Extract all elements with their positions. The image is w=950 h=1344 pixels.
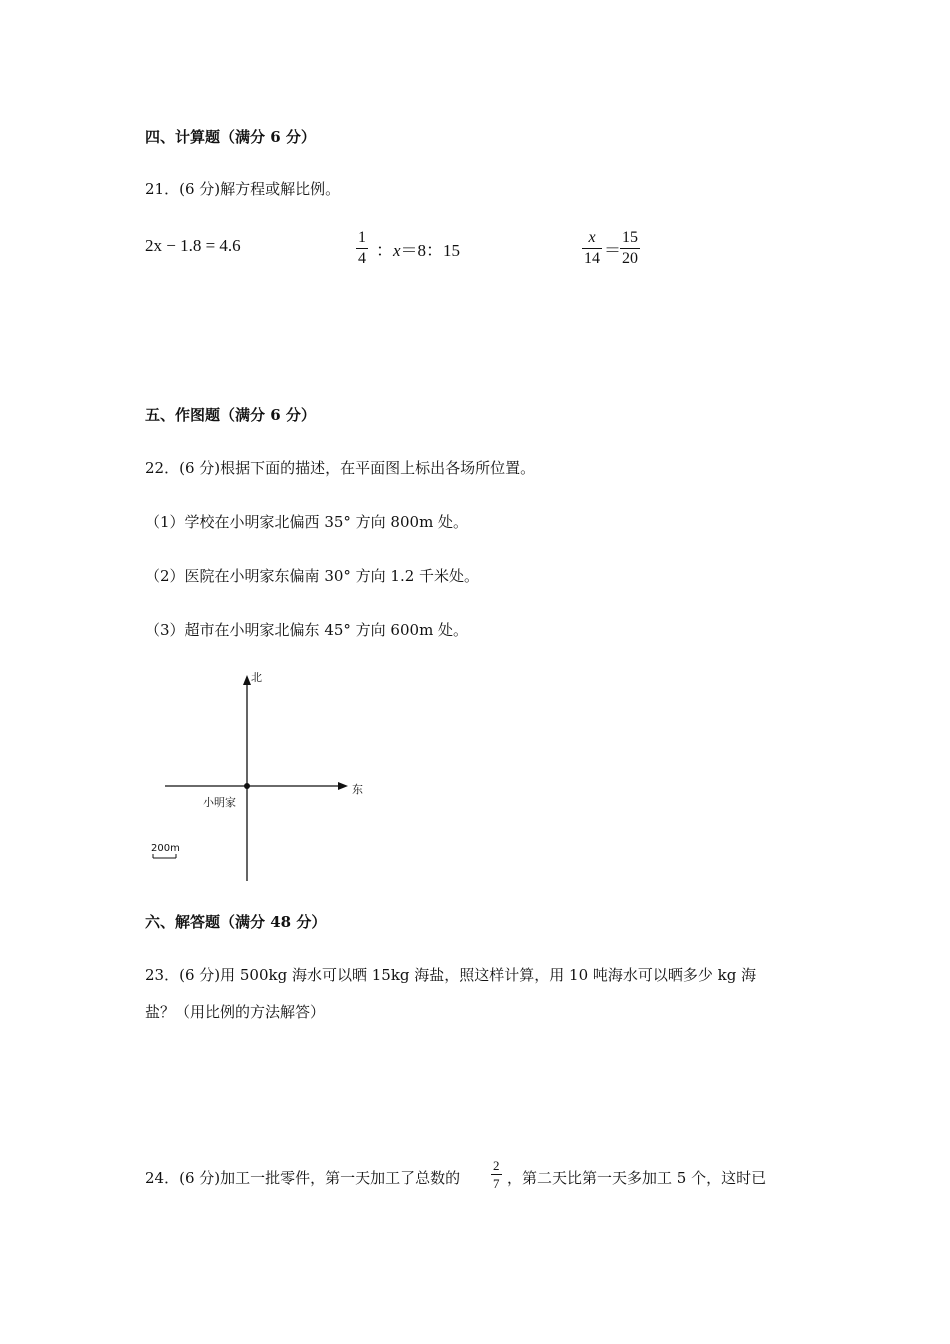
equation-2-right: ＝8：15 bbox=[400, 241, 461, 260]
equation-2-rest bbox=[376, 236, 460, 261]
origin-label: 小明家 bbox=[203, 796, 236, 809]
question-24-fraction bbox=[491, 1157, 502, 1192]
fraction-denominator: 20 bbox=[622, 250, 638, 267]
ratio-colon: ： bbox=[376, 241, 393, 260]
north-arrow-icon bbox=[243, 675, 251, 685]
variable-x: x bbox=[393, 241, 401, 260]
east-label: 东 bbox=[352, 783, 363, 796]
question-23-line-2: 盐？（用比例的方法解答） bbox=[145, 1003, 326, 1021]
fraction-numerator: 1 bbox=[356, 228, 368, 249]
north-label: 北 bbox=[251, 671, 262, 684]
fraction-denominator: 7 bbox=[493, 1176, 500, 1191]
fraction-denominator: 4 bbox=[358, 250, 366, 267]
fraction-numerator: 15 bbox=[620, 228, 640, 249]
question-24-part-2: ，第二天比第一天多加工 5 个，这时已 bbox=[507, 1169, 767, 1187]
section-6-heading: 六、解答题（满分 48 分） bbox=[145, 913, 327, 931]
equation-1 bbox=[145, 236, 241, 256]
equation-3-right-fraction bbox=[620, 228, 640, 269]
section-4-heading: 四、计算题（满分 6 分） bbox=[145, 128, 316, 146]
question-22: 22．(6 分)根据下面的描述，在平面图上标出各场所位置。 bbox=[145, 459, 536, 477]
question-22-item-3: （3）超市在小明家北偏东 45° 方向 600m 处。 bbox=[145, 621, 469, 639]
section-5-heading: 五、作图题（满分 6 分） bbox=[145, 406, 316, 424]
fraction-numerator: x bbox=[582, 228, 602, 249]
east-arrow-icon bbox=[338, 782, 348, 790]
equation-2-fraction bbox=[356, 228, 368, 269]
fraction-numerator: 2 bbox=[493, 1158, 500, 1173]
question-22-item-1: （1）学校在小明家北偏西 35° 方向 800m 处。 bbox=[145, 513, 469, 531]
fraction-denominator: 14 bbox=[584, 250, 600, 267]
equation-1-text: 2x − 1.8 = 4.6 bbox=[145, 236, 241, 255]
question-23-line-1: 23．(6 分)用 500kg 海水可以晒 15kg 海盐，照这样计算，用 10 吨海水可以晒多少 kg 海 bbox=[145, 966, 757, 984]
question-21: 21．(6 分)解方程或解比例。 bbox=[145, 180, 341, 198]
scale-label: 200m bbox=[151, 843, 180, 854]
question-24-part-1: 24．(6 分)加工一批零件，第一天加工了总数的 bbox=[145, 1169, 461, 1187]
equation-3-left-fraction bbox=[582, 228, 602, 269]
equation-3-equals: ＝ bbox=[604, 241, 621, 260]
question-22-item-2: （2）医院在小明家东偏南 30° 方向 1.2 千米处。 bbox=[145, 567, 480, 585]
origin-point bbox=[244, 783, 250, 789]
